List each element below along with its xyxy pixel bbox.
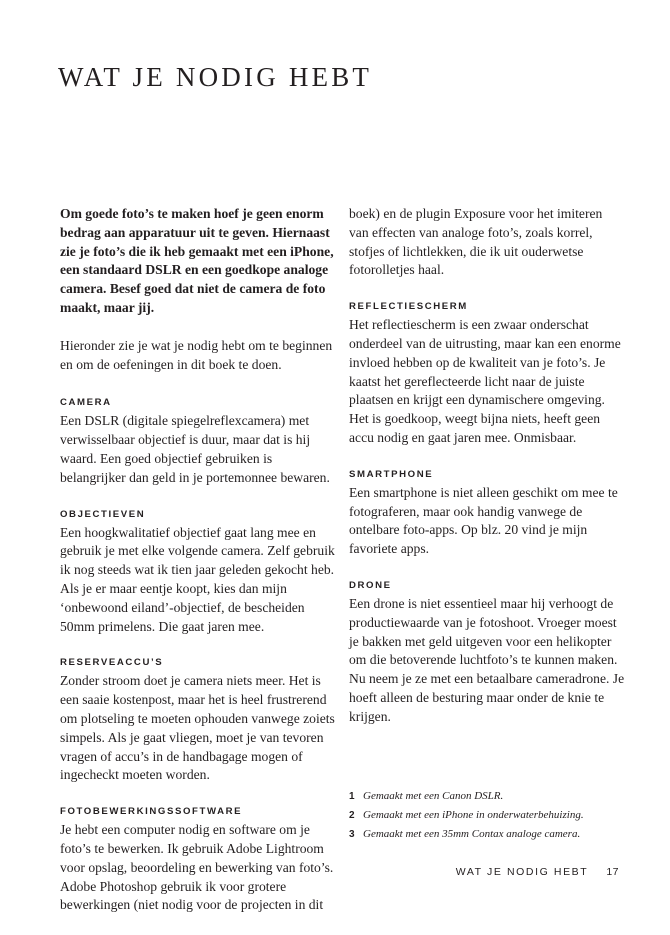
intro-paragraph: Hieronder zie je wat je nodig hebt om te beginnen en om de oefeningen in dit boek te doen.: [60, 337, 333, 372]
section-heading-reserveaccus: RESERVEACCU’S: [60, 657, 164, 669]
caption-number: 1: [349, 791, 355, 802]
page-number: 17: [606, 866, 619, 878]
caption-text: Gemaakt met een iPhone in onderwaterbehuizing.: [363, 809, 584, 822]
footer-title: WAT JE NODIG HEBT: [455, 866, 589, 878]
section-fotobewerkingssoftware: [60, 805, 338, 915]
caption-number: 3: [349, 829, 355, 841]
section-body-fotobewerkingssoftware: Je hebt een computer nodig en software om je foto’s te bewerken. Ik gebruik Adobe Lightroom voor opslag, beoordeling en bewerking van foto’s. Adobe Photoshop gebruik ik voor grotere bewerkingen (niet nodig voor de projecten in dit: [60, 822, 334, 913]
section-objectieven: [60, 508, 338, 637]
section-reflectiescherm: [349, 300, 625, 448]
section-heading-reflectiescherm: REFLECTIESCHERM: [349, 301, 468, 313]
right-column: [349, 205, 625, 747]
running-footer: [456, 866, 619, 878]
section-reserveaccus: [60, 656, 338, 785]
section-body-reflectiescherm: Het reflectiescherm is een zwaar onderschat onderdeel van de uitrusting, maar kan een enorme invloed hebben op de kwaliteit van je foto’s. Je kaatst het gereflecteerde licht naar de juiste plaatsen en krijgt een dynamischere omgeving. Het is goedkoop, weegt bijna niets, heeft geen accu nodig en gaat jaren mee. Onmisbaar.: [349, 317, 621, 445]
section-body-drone: Een drone is niet essentieel maar hij verhoogt de productiewaarde van je fotoshoot. Vroeger moest je bakken met geld uitgeven voor een helikopter om die betoverende luchtfoto’s te kunnen maken. Nu neem je ze met een betaalbare cameradrone. Je hoeft alleen de besturing maar onder de knie te krijgen.: [349, 595, 625, 724]
section-body-camera: Een DSLR (digitale spiegelreflexcamera) met verwisselbaar objectief is duur, maar dat is hij waard. Een goed objectief gebruiken is belangrijker dan geld in je portemonnee bewaren.: [60, 413, 330, 485]
caption-item: [349, 806, 629, 825]
section-drone: [349, 579, 625, 727]
page-title: WAT JE NODIG HEBT: [58, 62, 373, 92]
section-heading-objectieven: OBJECTIEVEN: [60, 508, 146, 520]
section-smartphone: [349, 468, 625, 559]
section-heading-fotobewerkingssoftware: FOTOBEWERKINGSSOFTWARE: [60, 806, 243, 818]
lead-paragraph: Om goede foto’s te maken hoef je geen enorm bedrag aan apparatuur uit te geven. Hiernaast zie je foto’s die ik heb gemaakt met een iPhone, een standaard DSLR en een goedkope analoge camera. Besef goed dat niet de camera de foto maakt, maar jij.: [60, 206, 334, 315]
section-body-objectieven: Een hoogkwalitatief objectief gaat lang mee en gebruik je met elke volgende camera. Zelf gebruik ik nog steeds wat ik tien jaar geleden gekocht heb. Als je er maar eentje koopt, kies dan mijn ‘onbewoond eiland’-objectief, de bescheiden 50mm primelens. Die gaat jaren mee.: [60, 524, 335, 634]
left-column: [60, 205, 338, 935]
caption-item: [349, 825, 629, 844]
section-heading-drone: DRONE: [349, 579, 392, 591]
section-heading-smartphone: SMARTPHONE: [349, 468, 434, 480]
caption-text: Gemaakt met een Canon DSLR.: [363, 790, 504, 802]
section-heading-camera: CAMERA: [60, 397, 112, 409]
section-body-fotobewerkingssoftware-continued: boek) en de plugin Exposure voor het imiteren van effecten van analoge foto’s, zoals korrel, stofjes of lichtlekken, die ik uit ouderwetse fotorolletjes haal.: [349, 206, 603, 278]
caption-number: 2: [349, 810, 355, 822]
caption-text: Gemaakt met een 35mm Contax analoge camera.: [363, 828, 581, 841]
section-body-smartphone: Een smartphone is niet alleen geschikt om mee te fotograferen, maar ook handig vanwege de ontelbare foto-apps. Op blz. 20 vind je mijn favoriete apps.: [349, 484, 618, 557]
photo-captions: [349, 787, 629, 845]
section-camera: [60, 396, 338, 487]
caption-item: [349, 787, 629, 806]
section-body-reserveaccus: Zonder stroom doet je camera niets meer. Het is een saaie kostenpost, maar het is heel frustrerend om plotseling te moeten ophouden vanwege zoiets simpels. Als je gaat vliegen, moet je van tevoren vragen of accu’s in de handbagage mogen of ingecheckt moeten worden.: [60, 673, 335, 783]
